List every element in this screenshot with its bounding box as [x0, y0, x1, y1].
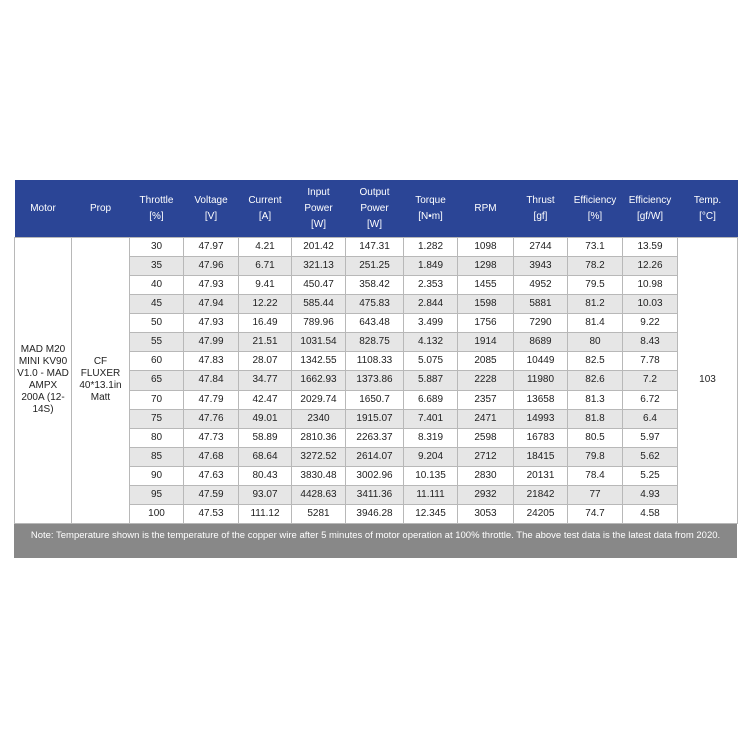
value-cell: 30 [130, 238, 184, 257]
value-cell: 1298 [458, 257, 514, 276]
value-cell: 10.98 [623, 276, 678, 295]
value-cell: 79.8 [568, 447, 623, 466]
value-cell: 2932 [458, 485, 514, 504]
table-body [15, 238, 738, 524]
value-cell: 79.5 [568, 276, 623, 295]
value-cell: 49.01 [239, 409, 292, 428]
value-cell: 5281 [292, 504, 346, 523]
header-efficiency_gfw [623, 180, 678, 238]
value-cell: 47.53 [184, 504, 239, 523]
value-cell: 3272.52 [292, 447, 346, 466]
value-cell: 6.4 [623, 409, 678, 428]
header-label: [N•m] [418, 210, 443, 222]
header-label: Power [360, 202, 389, 214]
value-cell: 321.13 [292, 257, 346, 276]
value-cell: 585.44 [292, 295, 346, 314]
value-cell: 73.1 [568, 238, 623, 257]
header-label: [W] [367, 218, 382, 230]
value-cell: 2830 [458, 466, 514, 485]
value-cell: 4.58 [623, 504, 678, 523]
value-cell: 47.99 [184, 333, 239, 352]
value-cell: 34.77 [239, 371, 292, 390]
value-cell: 58.89 [239, 428, 292, 447]
value-cell: 1662.93 [292, 371, 346, 390]
value-cell: 60 [130, 352, 184, 371]
header-label: Input [307, 186, 330, 198]
value-cell: 70 [130, 390, 184, 409]
motor-test-table [14, 180, 738, 524]
value-cell: 16.49 [239, 314, 292, 333]
value-cell: 4952 [514, 276, 568, 295]
header-label: [A] [258, 210, 272, 222]
value-cell: 6.72 [623, 390, 678, 409]
value-cell: 789.96 [292, 314, 346, 333]
value-cell: 10.03 [623, 295, 678, 314]
value-cell: 1.849 [404, 257, 458, 276]
header-label: Efficiency [628, 194, 672, 206]
value-cell: 47.73 [184, 428, 239, 447]
value-cell: 2810.36 [292, 428, 346, 447]
value-cell: 5.887 [404, 371, 458, 390]
value-cell: 2228 [458, 371, 514, 390]
value-cell: 2598 [458, 428, 514, 447]
header-current [239, 180, 292, 238]
value-cell: 95 [130, 485, 184, 504]
value-cell: 358.42 [346, 276, 404, 295]
value-cell: 2.844 [404, 295, 458, 314]
value-cell: 82.5 [568, 352, 623, 371]
header-label: Efficiency [573, 194, 617, 206]
value-cell: 6.71 [239, 257, 292, 276]
value-cell: 5.62 [623, 447, 678, 466]
header-label: [gf] [533, 210, 548, 222]
value-cell: 47.59 [184, 485, 239, 504]
value-cell: 9.22 [623, 314, 678, 333]
header-label: Throttle [139, 194, 174, 206]
header-label: [W] [311, 218, 326, 230]
value-cell: 1650.7 [346, 390, 404, 409]
value-cell: 65 [130, 371, 184, 390]
value-cell: 2471 [458, 409, 514, 428]
value-cell: 3946.28 [346, 504, 404, 523]
value-cell: 1098 [458, 238, 514, 257]
value-cell: 47.76 [184, 409, 239, 428]
value-cell: 450.47 [292, 276, 346, 295]
value-cell: 3053 [458, 504, 514, 523]
value-cell: 201.42 [292, 238, 346, 257]
value-cell: 42.47 [239, 390, 292, 409]
value-cell: 10449 [514, 352, 568, 371]
table-row [15, 238, 738, 257]
value-cell: 8.319 [404, 428, 458, 447]
value-cell: 81.8 [568, 409, 623, 428]
header-label: Thrust [526, 194, 555, 206]
footnote: Note: Temperature shown is the temperature of the copper wire after 5 minutes of motor operation at 100% throttle. The above test data is the latest data from 2020. [14, 524, 737, 558]
value-cell: 24205 [514, 504, 568, 523]
value-cell: 74.7 [568, 504, 623, 523]
value-cell: 47.83 [184, 352, 239, 371]
value-cell: 12.22 [239, 295, 292, 314]
header-label: [°C] [699, 210, 716, 222]
motor-cell: MAD M20 MINI KV90 V1.0 - MAD AMPX 200A (12-14S) [15, 238, 72, 524]
value-cell: 1.282 [404, 238, 458, 257]
value-cell: 18415 [514, 447, 568, 466]
header-throttle [130, 180, 184, 238]
value-cell: 5.97 [623, 428, 678, 447]
value-cell: 68.64 [239, 447, 292, 466]
value-cell: 28.07 [239, 352, 292, 371]
value-cell: 4.132 [404, 333, 458, 352]
header-label: [V] [204, 210, 218, 222]
header-label: [%] [587, 210, 603, 222]
value-cell: 3830.48 [292, 466, 346, 485]
value-cell: 80.43 [239, 466, 292, 485]
value-cell: 47.97 [184, 238, 239, 257]
value-cell: 80 [568, 333, 623, 352]
value-cell: 2.353 [404, 276, 458, 295]
value-cell: 47.84 [184, 371, 239, 390]
test-data-panel [14, 180, 737, 558]
value-cell: 147.31 [346, 238, 404, 257]
value-cell: 2340 [292, 409, 346, 428]
value-cell: 1598 [458, 295, 514, 314]
header-label: [gf/W] [636, 210, 664, 222]
value-cell: 82.6 [568, 371, 623, 390]
value-cell: 475.83 [346, 295, 404, 314]
header-label: RPM [474, 202, 497, 214]
value-cell: 2357 [458, 390, 514, 409]
header-rpm [458, 180, 514, 238]
value-cell: 7.78 [623, 352, 678, 371]
value-cell: 47.96 [184, 257, 239, 276]
value-cell: 75 [130, 409, 184, 428]
value-cell: 7.401 [404, 409, 458, 428]
value-cell: 1342.55 [292, 352, 346, 371]
value-cell: 50 [130, 314, 184, 333]
header-label: Temp. [693, 194, 722, 206]
header-row [15, 180, 738, 238]
value-cell: 55 [130, 333, 184, 352]
value-cell: 1455 [458, 276, 514, 295]
header-label: Power [304, 202, 333, 214]
value-cell: 9.204 [404, 447, 458, 466]
value-cell: 47.93 [184, 276, 239, 295]
header-label: Torque [415, 194, 446, 206]
value-cell: 11.111 [404, 485, 458, 504]
header-output_power [346, 180, 404, 238]
value-cell: 4.21 [239, 238, 292, 257]
header-label: Output [359, 186, 390, 198]
value-cell: 78.4 [568, 466, 623, 485]
value-cell: 12.345 [404, 504, 458, 523]
value-cell: 3002.96 [346, 466, 404, 485]
value-cell: 13.59 [623, 238, 678, 257]
value-cell: 20131 [514, 466, 568, 485]
value-cell: 7290 [514, 314, 568, 333]
value-cell: 1031.54 [292, 333, 346, 352]
header-label: [%] [149, 210, 164, 222]
value-cell: 77 [568, 485, 623, 504]
value-cell: 21842 [514, 485, 568, 504]
value-cell: 47.63 [184, 466, 239, 485]
value-cell: 2263.37 [346, 428, 404, 447]
value-cell: 3.499 [404, 314, 458, 333]
header-efficiency_pct [568, 180, 623, 238]
value-cell: 80.5 [568, 428, 623, 447]
value-cell: 9.41 [239, 276, 292, 295]
value-cell: 4428.63 [292, 485, 346, 504]
value-cell: 78.2 [568, 257, 623, 276]
value-cell: 85 [130, 447, 184, 466]
value-cell: 81.3 [568, 390, 623, 409]
value-cell: 7.2 [623, 371, 678, 390]
value-cell: 47.93 [184, 314, 239, 333]
value-cell: 8689 [514, 333, 568, 352]
header-temp [678, 180, 738, 238]
value-cell: 4.93 [623, 485, 678, 504]
value-cell: 81.4 [568, 314, 623, 333]
value-cell: 11980 [514, 371, 568, 390]
value-cell: 2712 [458, 447, 514, 466]
value-cell: 80 [130, 428, 184, 447]
value-cell: 90 [130, 466, 184, 485]
value-cell: 2029.74 [292, 390, 346, 409]
header-prop [72, 180, 130, 238]
value-cell: 13658 [514, 390, 568, 409]
value-cell: 14993 [514, 409, 568, 428]
value-cell: 2614.07 [346, 447, 404, 466]
value-cell: 81.2 [568, 295, 623, 314]
value-cell: 2085 [458, 352, 514, 371]
prop-cell: CF FLUXER 40*13.1in Matt [72, 238, 130, 524]
value-cell: 100 [130, 504, 184, 523]
header-thrust [514, 180, 568, 238]
value-cell: 643.48 [346, 314, 404, 333]
value-cell: 3411.36 [346, 485, 404, 504]
header-torque [404, 180, 458, 238]
value-cell: 45 [130, 295, 184, 314]
value-cell: 1373.86 [346, 371, 404, 390]
value-cell: 5.075 [404, 352, 458, 371]
header-input_power [292, 180, 346, 238]
value-cell: 1915.07 [346, 409, 404, 428]
value-cell: 12.26 [623, 257, 678, 276]
value-cell: 47.68 [184, 447, 239, 466]
value-cell: 10.135 [404, 466, 458, 485]
header-label: Prop [89, 202, 112, 214]
value-cell: 16783 [514, 428, 568, 447]
value-cell: 828.75 [346, 333, 404, 352]
value-cell: 8.43 [623, 333, 678, 352]
value-cell: 1756 [458, 314, 514, 333]
value-cell: 6.689 [404, 390, 458, 409]
value-cell: 47.94 [184, 295, 239, 314]
value-cell: 1914 [458, 333, 514, 352]
header-label: Current [248, 194, 282, 206]
header-label: Voltage [194, 194, 228, 206]
value-cell: 3943 [514, 257, 568, 276]
value-cell: 47.79 [184, 390, 239, 409]
header-label: Motor [30, 202, 56, 214]
header-motor [15, 180, 72, 238]
value-cell: 251.25 [346, 257, 404, 276]
header-voltage [184, 180, 239, 238]
value-cell: 5.25 [623, 466, 678, 485]
temperature-cell: 103 [678, 238, 738, 524]
value-cell: 5881 [514, 295, 568, 314]
value-cell: 2744 [514, 238, 568, 257]
value-cell: 35 [130, 257, 184, 276]
value-cell: 93.07 [239, 485, 292, 504]
value-cell: 40 [130, 276, 184, 295]
value-cell: 111.12 [239, 504, 292, 523]
value-cell: 1108.33 [346, 352, 404, 371]
value-cell: 21.51 [239, 333, 292, 352]
